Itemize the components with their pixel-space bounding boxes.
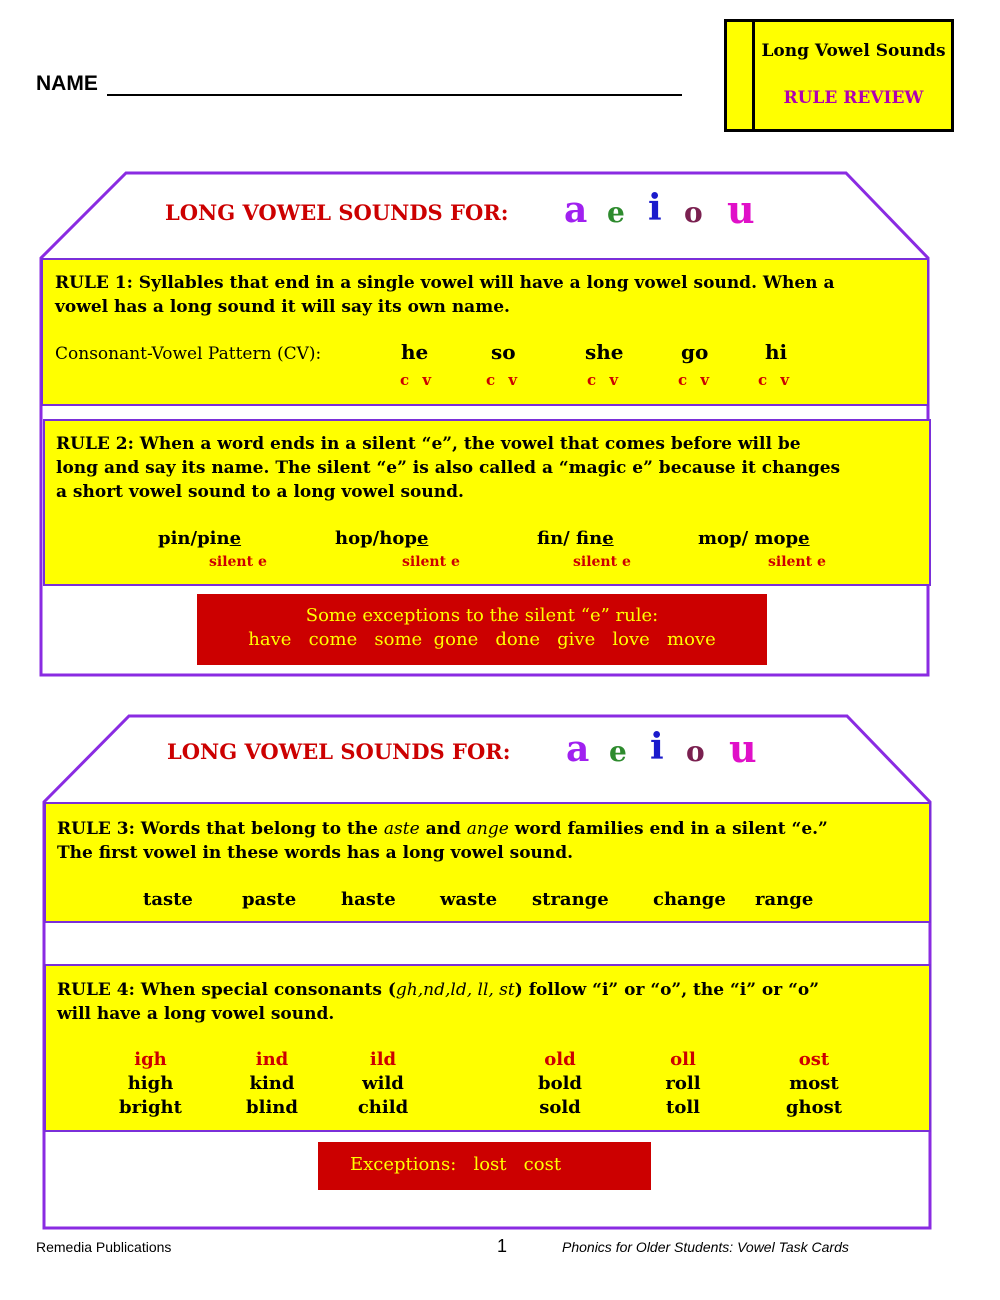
rule3-family-ange: ange xyxy=(466,819,509,839)
rule2-line3: a short vowel sound to a long vowel sound. xyxy=(56,482,464,502)
card1-vowel-i: i xyxy=(648,187,662,229)
rule4-col-word: blind xyxy=(246,1097,298,1118)
rule3-panel xyxy=(44,802,931,923)
pair-base: fin/ fin xyxy=(537,528,603,549)
rule2-panel xyxy=(43,419,931,586)
card2-vowel-o: o xyxy=(686,735,705,768)
rule1-word-she: she xyxy=(585,340,624,364)
rule4-panel xyxy=(44,964,931,1132)
rule2-silent-label-1: silent e xyxy=(209,554,267,570)
rule4-consonants: gh,nd,ld, ll, st xyxy=(395,980,515,1000)
card2-vowel-a: a xyxy=(566,728,590,770)
rule4-exceptions-gap xyxy=(456,1154,473,1175)
pair-silent-e: e xyxy=(229,528,242,549)
rule2-pair-fine xyxy=(537,527,622,551)
rule2-silent-label-3: silent e xyxy=(573,554,631,570)
rule4-col-word: child xyxy=(357,1097,409,1118)
rule4-col-word: most xyxy=(789,1073,839,1094)
rule4-column-oll xyxy=(643,1048,723,1120)
footer-publisher: Remedia Publications xyxy=(36,1239,172,1255)
card2-vowel-e: e xyxy=(609,735,627,768)
card2-heading: LONG VOWEL SOUNDS FOR: xyxy=(167,739,511,764)
rule1-word-hi: hi xyxy=(765,340,788,364)
rule3-word-change: change xyxy=(653,889,726,910)
rule2-silent-label-2: silent e xyxy=(402,554,460,570)
rule4-col-word: toll xyxy=(666,1097,700,1118)
rule1-cv-he: c v xyxy=(400,371,436,389)
card1-vowel-a: a xyxy=(564,189,588,231)
rule2-pair-hope xyxy=(335,527,428,551)
rule1-pattern-label: Consonant-Vowel Pattern (CV): xyxy=(55,344,322,364)
rule4-column-ost xyxy=(769,1048,859,1120)
footer-book-title: Phonics for Older Students: Vowel Task Cards xyxy=(562,1239,849,1255)
rule3-text: word families end in a silent “e.” xyxy=(508,819,828,839)
rule4-column-old xyxy=(520,1048,600,1120)
rule3-text: and xyxy=(419,819,467,839)
rule4-col-word: sold xyxy=(539,1097,581,1118)
silent-e-exceptions-title: Some exceptions to the silent “e” rule: xyxy=(305,605,659,626)
rule3-family-aste: aste xyxy=(383,819,420,839)
silent-e-exceptions-words: have come some gone done give love move xyxy=(248,629,716,650)
rule2-line1: RULE 2: When a word ends in a silent “e”, the vowel that comes before will be xyxy=(56,434,801,454)
title-line-1: Long Vowel Sounds xyxy=(761,41,946,61)
rule1-cv-go: c v xyxy=(678,371,714,389)
pair-base: hop/hop xyxy=(335,528,417,549)
rule4-col-head: ild xyxy=(369,1049,397,1070)
rule4-column-ind xyxy=(232,1048,312,1120)
rule1-panel xyxy=(41,258,929,406)
rule3-word-paste: paste xyxy=(242,889,297,910)
rule4-col-head: igh xyxy=(134,1049,167,1070)
card2-vowel-i: i xyxy=(650,726,664,768)
rule4-line1 xyxy=(57,978,819,1002)
rule4-column-igh xyxy=(108,1048,193,1120)
rule1-cv-hi: c v xyxy=(758,371,794,389)
silent-e-exceptions-box xyxy=(197,594,767,665)
rule4-col-word: high xyxy=(127,1073,174,1094)
pair-base: pin/pin xyxy=(158,528,230,549)
pair-silent-e: e xyxy=(798,528,810,549)
rule4-text: RULE 4: When special consonants ( xyxy=(57,980,396,1000)
rule4-col-head: ost xyxy=(798,1049,830,1070)
rule4-exceptions-label: Exceptions: xyxy=(350,1154,457,1175)
rule3-word-strange: strange xyxy=(532,889,609,910)
rule4-col-word: bold xyxy=(537,1073,582,1094)
rule3-word-haste: haste xyxy=(341,889,396,910)
rule2-silent-label-4: silent e xyxy=(768,554,826,570)
rule4-column-ild xyxy=(343,1048,423,1120)
rule4-col-word: roll xyxy=(665,1073,701,1094)
rule4-col-head: old xyxy=(544,1049,576,1070)
card1-vowel-o: o xyxy=(684,196,703,229)
card1-vowel-e: e xyxy=(607,196,625,229)
pair-silent-e: e xyxy=(602,528,614,549)
rule2-pair-pine xyxy=(158,527,241,551)
pair-silent-e: e xyxy=(416,528,429,549)
rule1-line2: vowel has a long sound it will say its own name. xyxy=(55,297,510,317)
rule1-cv-so: c v xyxy=(486,371,522,389)
rule4-exceptions-box xyxy=(318,1142,651,1190)
rule4-col-word: kind xyxy=(249,1073,295,1094)
rule1-word-he: he xyxy=(401,340,429,364)
footer-page-number: 1 xyxy=(497,1236,508,1256)
rule3-word-waste: waste xyxy=(440,889,498,910)
rule3-line2: The first vowel in these words has a long vowel sound. xyxy=(57,843,574,863)
rule4-col-word: ghost xyxy=(785,1097,843,1118)
rule4-col-word: wild xyxy=(362,1073,404,1094)
rule4-exceptions-words: lost cost xyxy=(473,1154,562,1175)
rule1-word-so: so xyxy=(491,340,516,364)
rule2-pair-mope xyxy=(698,527,810,551)
rule4-col-word: bright xyxy=(119,1097,182,1118)
rule4-col-head: oll xyxy=(670,1049,696,1070)
card2-vowel-u: u xyxy=(729,726,757,771)
card1-vowel-u: u xyxy=(727,187,755,232)
name-label: NAME xyxy=(36,72,98,95)
rule3-word-range: range xyxy=(755,889,814,910)
rule3-word-taste: taste xyxy=(143,889,193,910)
rule4-line2: will have a long vowel sound. xyxy=(57,1004,335,1024)
rule3-line1 xyxy=(57,817,828,841)
rule3-text: RULE 3: Words that belong to the xyxy=(57,819,384,839)
rule4-col-head: ind xyxy=(255,1049,289,1070)
pair-base: mop/ mop xyxy=(698,528,799,549)
rule1-word-go: go xyxy=(681,340,709,364)
rule1-cv-she: c v xyxy=(587,371,623,389)
rule1-line1: RULE 1: Syllables that end in a single vowel will have a long vowel sound. When a xyxy=(55,273,835,293)
title-line-2: RULE REVIEW xyxy=(783,88,924,108)
rule2-line2: long and say its name. The silent “e” is also called a “magic e” because it changes xyxy=(56,458,841,478)
card1-heading: LONG VOWEL SOUNDS FOR: xyxy=(165,200,509,225)
rule4-text: ) follow “i” or “o”, the “i” or “o” xyxy=(514,980,820,1000)
